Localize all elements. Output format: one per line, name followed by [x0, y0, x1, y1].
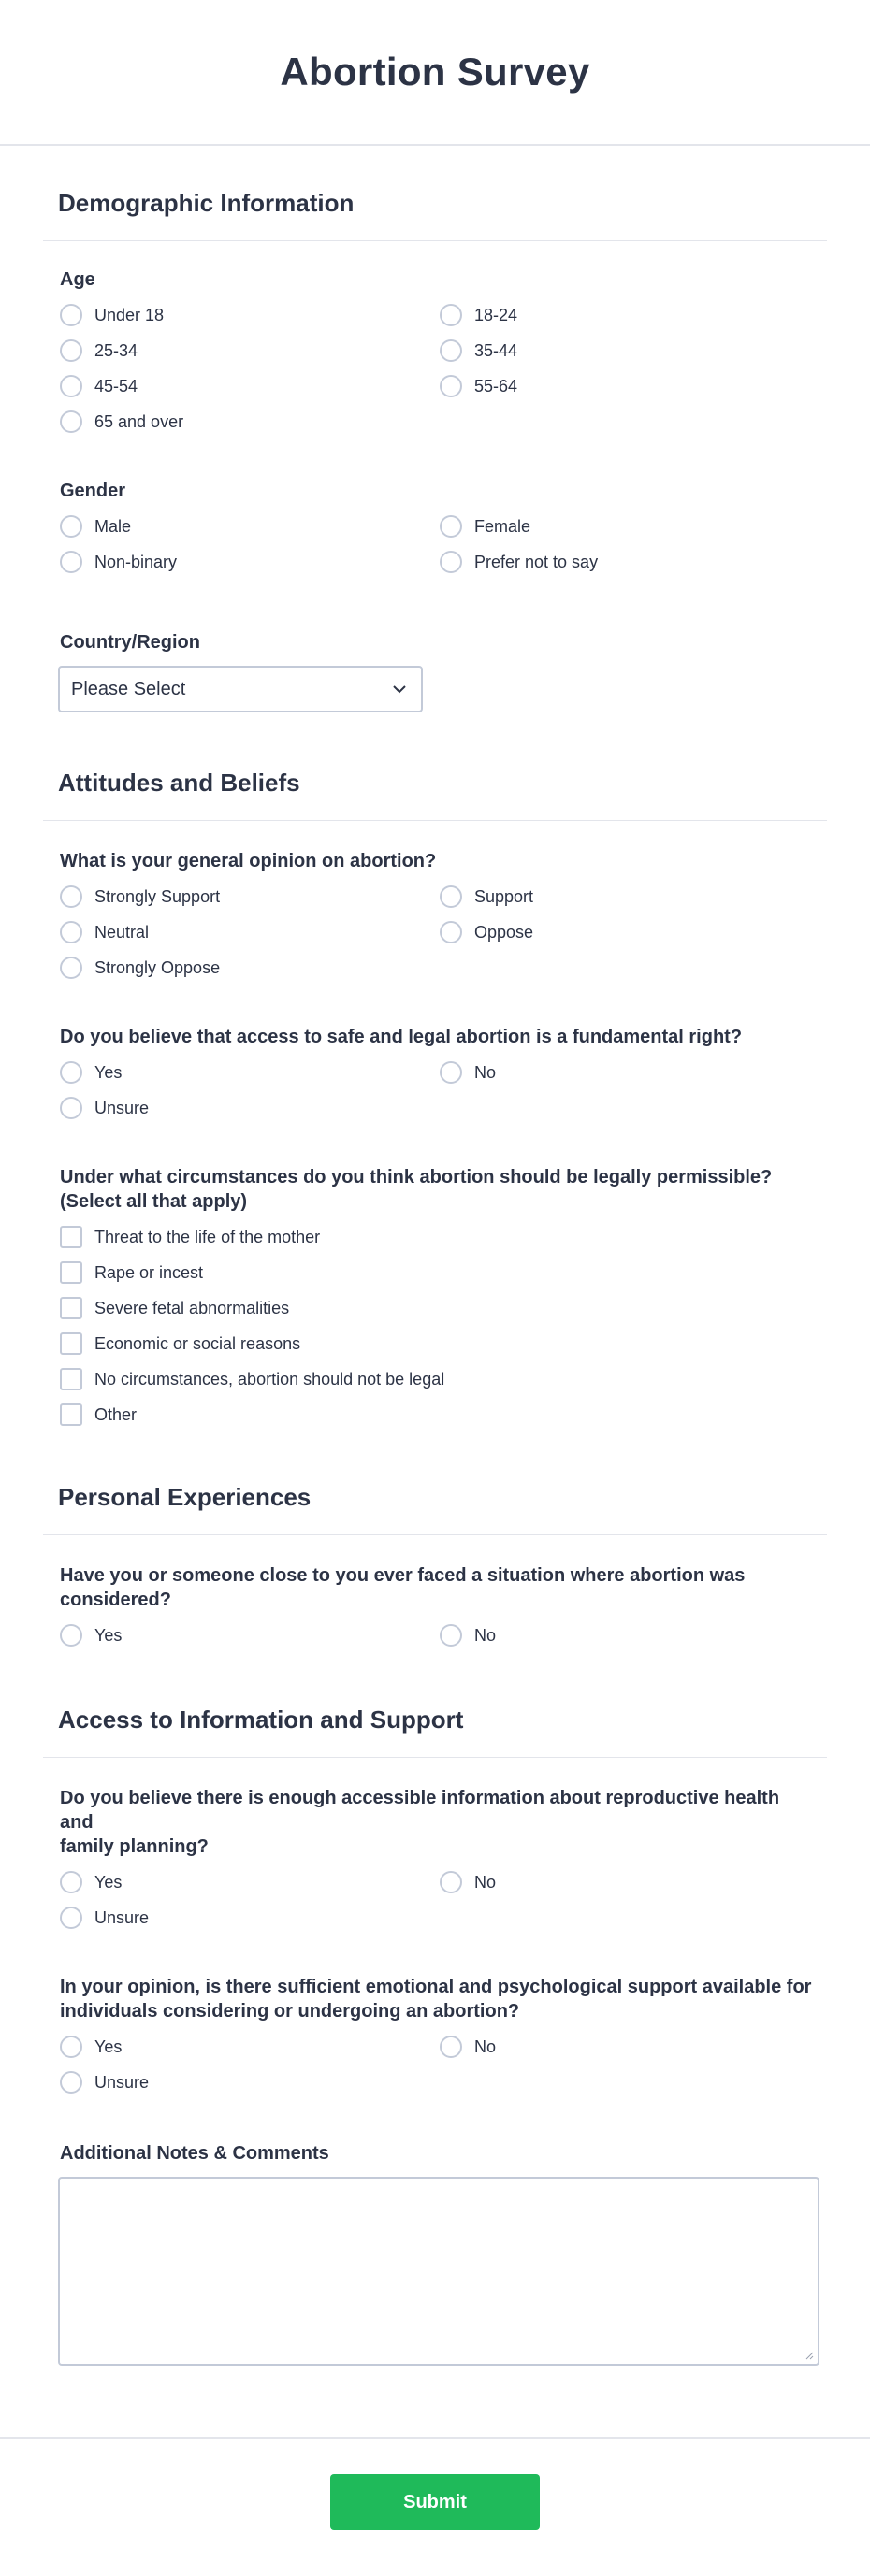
radio-button[interactable]	[60, 957, 82, 979]
radio-button[interactable]	[60, 551, 82, 573]
radio-option[interactable]: Non-binary	[60, 550, 440, 574]
radio-option[interactable]: No	[440, 1060, 819, 1085]
radio-button[interactable]	[60, 1061, 82, 1084]
question-label: Do you believe there is enough accessible information about reproductive health and family planning?	[60, 1788, 780, 1857]
checkbox-option[interactable]: Severe fetal abnormalities	[60, 1296, 812, 1320]
radio-option[interactable]: Strongly Oppose	[60, 956, 440, 980]
radio-option[interactable]: Neutral	[60, 920, 440, 944]
question-age	[43, 241, 827, 434]
question-notes	[43, 2094, 827, 2366]
checkbox[interactable]	[60, 1332, 82, 1355]
question-circumstances	[43, 1120, 827, 1427]
select-value: Please Select	[71, 678, 186, 699]
radio-button[interactable]	[440, 1624, 462, 1647]
radio-option[interactable]: Yes	[60, 2035, 440, 2059]
radio-option[interactable]: 25-34	[60, 338, 440, 363]
question-opinion	[43, 821, 827, 980]
question-label: Age	[60, 269, 95, 290]
radio-button[interactable]	[60, 1097, 82, 1119]
radio-button[interactable]	[60, 515, 82, 538]
radio-button[interactable]	[60, 1624, 82, 1647]
question-label: What is your general opinion on abortion?	[60, 851, 437, 871]
section-title: Demographic Information	[43, 189, 827, 241]
radio-option[interactable]: 65 and over	[60, 410, 440, 434]
radio-option[interactable]: Yes	[60, 1870, 440, 1894]
section-attitudes	[43, 712, 827, 1427]
question-label: Country/Region	[60, 632, 200, 653]
checkbox[interactable]	[60, 1226, 82, 1248]
radio-button[interactable]	[60, 1907, 82, 1929]
radio-button[interactable]	[60, 410, 82, 433]
question-label: Have you or someone close to you ever faced a situation where abortion was considered?	[60, 1565, 746, 1610]
radio-option[interactable]: No	[440, 1623, 819, 1648]
question-label: Gender	[60, 481, 126, 501]
checkbox[interactable]	[60, 1368, 82, 1390]
question-label: Additional Notes & Comments	[60, 2143, 329, 2164]
checkbox[interactable]	[60, 1403, 82, 1426]
question-country	[43, 574, 827, 712]
form-footer	[0, 2437, 870, 2576]
radio-button[interactable]	[60, 304, 82, 326]
question-label: In your opinion, is there sufficient emotional and psychological support available for individuals considering or undergoing an abortion?	[60, 1977, 812, 2022]
checkbox-option[interactable]: Other	[60, 1403, 812, 1427]
radio-button[interactable]	[440, 885, 462, 908]
radio-button[interactable]	[440, 375, 462, 397]
checkbox[interactable]	[60, 1297, 82, 1319]
radio-option[interactable]: Support	[440, 885, 819, 909]
radio-option[interactable]: Unsure	[60, 1906, 440, 1930]
question-faced-situation	[43, 1535, 827, 1648]
radio-option[interactable]: Strongly Support	[60, 885, 440, 909]
radio-button[interactable]	[60, 885, 82, 908]
radio-button[interactable]	[60, 339, 82, 362]
radio-option[interactable]: Oppose	[440, 920, 819, 944]
resize-handle-icon[interactable]	[805, 2351, 814, 2360]
radio-option[interactable]: Yes	[60, 1623, 440, 1648]
country-select[interactable]	[58, 666, 423, 712]
radio-button[interactable]	[440, 339, 462, 362]
radio-option[interactable]: Unsure	[60, 2070, 440, 2094]
radio-button[interactable]	[60, 375, 82, 397]
survey-form	[0, 146, 870, 2366]
radio-option[interactable]: Yes	[60, 1060, 440, 1085]
section-title: Attitudes and Beliefs	[43, 769, 827, 821]
form-title: Abortion Survey	[280, 50, 590, 94]
checkbox-option[interactable]: No circumstances, abortion should not be legal	[60, 1367, 812, 1391]
question-information	[43, 1758, 827, 1930]
radio-button[interactable]	[440, 551, 462, 573]
radio-button[interactable]	[60, 2071, 82, 2094]
chevron-down-icon	[391, 681, 408, 698]
section-personal	[43, 1427, 827, 1648]
radio-option[interactable]: Male	[60, 514, 440, 539]
radio-option[interactable]: 55-64	[440, 374, 819, 398]
radio-button[interactable]	[440, 304, 462, 326]
radio-option[interactable]: Unsure	[60, 1096, 440, 1120]
question-support	[43, 1930, 827, 2094]
section-title: Personal Experiences	[43, 1483, 827, 1535]
radio-option[interactable]: 35-44	[440, 338, 819, 363]
submit-button[interactable]: Submit	[330, 2474, 540, 2530]
radio-button[interactable]	[60, 2036, 82, 2058]
question-fundamental-right	[43, 980, 827, 1120]
radio-option[interactable]: Under 18	[60, 303, 440, 327]
radio-button[interactable]	[60, 1871, 82, 1893]
radio-option[interactable]: No	[440, 2035, 819, 2059]
radio-option[interactable]: No	[440, 1870, 819, 1894]
radio-button[interactable]	[440, 1871, 462, 1893]
radio-button[interactable]	[60, 921, 82, 943]
radio-button[interactable]	[440, 1061, 462, 1084]
checkbox-option[interactable]: Economic or social reasons	[60, 1331, 812, 1356]
section-demographic	[43, 146, 827, 712]
question-label: Do you believe that access to safe and legal abortion is a fundamental right?	[60, 1027, 743, 1047]
radio-button[interactable]	[440, 515, 462, 538]
checkbox-option[interactable]: Rape or incest	[60, 1260, 812, 1285]
form-header	[0, 0, 870, 146]
question-label: Under what circumstances do you think abortion should be legally permissible? (Select all that apply)	[60, 1167, 773, 1212]
radio-button[interactable]	[440, 2036, 462, 2058]
checkbox[interactable]	[60, 1261, 82, 1284]
radio-option[interactable]: 18-24	[440, 303, 819, 327]
section-access	[43, 1648, 827, 2366]
radio-option[interactable]: 45-54	[60, 374, 440, 398]
notes-textarea[interactable]	[58, 2177, 819, 2366]
radio-button[interactable]	[440, 921, 462, 943]
question-gender	[43, 434, 827, 574]
checkbox-option[interactable]: Threat to the life of the mother	[60, 1225, 812, 1249]
radio-option[interactable]: Female	[440, 514, 819, 539]
radio-option[interactable]: Prefer not to say	[440, 550, 819, 574]
section-title: Access to Information and Support	[43, 1705, 827, 1758]
